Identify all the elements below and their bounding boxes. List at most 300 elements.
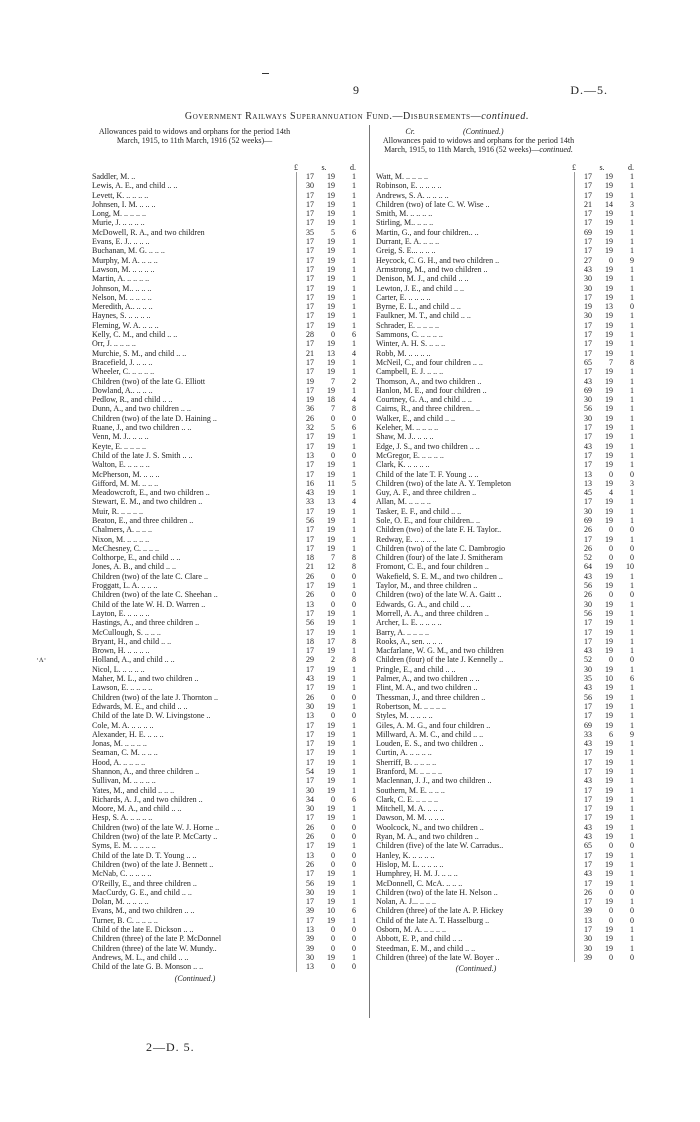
pounds-value: 17 xyxy=(306,199,314,209)
pence-value: 8 xyxy=(352,562,356,572)
pounds-value: 17 xyxy=(584,748,592,758)
pence-value: 0 xyxy=(352,832,356,842)
pence-value: 1 xyxy=(630,311,634,321)
ledger-row xyxy=(376,404,636,413)
amount xyxy=(574,711,636,720)
payee-name: Styles, M. .. .. .. .. xyxy=(376,711,433,721)
payee-name: Watt, M. .. .. .. .. xyxy=(376,172,429,181)
pounds-value: 17 xyxy=(584,423,592,433)
amount xyxy=(296,888,358,897)
payee-name: Muir, R. .. .. .. .. xyxy=(92,506,144,516)
payee-name: Thomson, A., and two children .. xyxy=(376,376,482,386)
ledger-row xyxy=(92,181,358,190)
header-dash xyxy=(262,73,269,74)
pence-value: 1 xyxy=(352,181,356,191)
shillings-value: 19 xyxy=(327,302,335,312)
amount xyxy=(574,535,636,544)
shillings-value: 19 xyxy=(605,339,613,349)
pounds-value: 17 xyxy=(584,320,592,330)
margin-mark: ·ʌ· xyxy=(36,654,47,664)
pence-value: 9 xyxy=(630,255,634,265)
payee-name: Children (two) of the late W. J. Horne .. xyxy=(92,822,220,832)
left-column xyxy=(92,127,358,983)
shillings-value: 19 xyxy=(605,441,613,451)
shillings-value: 19 xyxy=(327,897,335,907)
payee-name: McDowell, R. A., and two children xyxy=(92,227,205,237)
amount xyxy=(296,795,358,804)
payee-name: Child of the late W. H. D. Warren .. xyxy=(92,599,206,609)
ledger-row xyxy=(92,479,358,488)
ledger-row xyxy=(92,879,358,888)
ledger-row xyxy=(376,218,636,227)
pounds-value: 13 xyxy=(306,450,314,460)
payee-name: Children (two) of the late W. A. Gaitt .. xyxy=(376,590,502,600)
ledger-row xyxy=(92,246,358,255)
payee-name: Hanlon, M. E., and four children .. xyxy=(376,385,487,395)
amount xyxy=(296,535,358,544)
amount xyxy=(296,432,358,441)
amount xyxy=(296,442,358,451)
amount xyxy=(574,683,636,692)
pence-value: 1 xyxy=(630,460,634,470)
amount xyxy=(574,246,636,255)
amount xyxy=(574,674,636,683)
pence-value: 0 xyxy=(630,302,634,312)
pence-value: 1 xyxy=(352,887,356,897)
amount xyxy=(296,274,358,283)
amount xyxy=(296,377,358,386)
pence-value: 1 xyxy=(352,757,356,767)
payee-name: Syms, E. M. .. .. .. .. xyxy=(92,841,156,851)
shillings-value: 19 xyxy=(605,739,613,749)
shillings-value: 19 xyxy=(605,367,613,377)
pence-value: 1 xyxy=(352,534,356,544)
amount xyxy=(296,841,358,850)
amount xyxy=(574,581,636,590)
payee-name: Edwards, G. A., and child .. .. xyxy=(376,599,471,609)
pence-value: 1 xyxy=(352,190,356,200)
shillings-value: 19 xyxy=(605,283,613,293)
shillings-value: 19 xyxy=(327,311,335,321)
pence-value: 1 xyxy=(352,952,356,962)
amount xyxy=(574,200,636,209)
pence-value: 1 xyxy=(352,804,356,814)
amount xyxy=(296,646,358,655)
amount xyxy=(296,655,358,664)
pence-value: 1 xyxy=(352,674,356,684)
pence-value: 1 xyxy=(352,311,356,321)
amount xyxy=(296,302,358,311)
ledger-row xyxy=(92,525,358,534)
amount xyxy=(296,953,358,962)
pounds-value: 30 xyxy=(306,785,314,795)
shillings-value: 0 xyxy=(609,469,613,479)
pounds-value: 17 xyxy=(584,925,592,935)
pounds-value: 17 xyxy=(306,292,314,302)
ledger-row xyxy=(376,293,636,302)
pence-value: 0 xyxy=(630,952,634,962)
shillings-value: 19 xyxy=(327,618,335,628)
pence-value: 1 xyxy=(630,925,634,935)
ledger-row xyxy=(376,665,636,674)
payee-name: Children (two) of the late C. Clare .. xyxy=(92,571,208,581)
payee-name: Holland, A., and child .. .. xyxy=(92,655,175,665)
ledger-row xyxy=(376,256,636,265)
payee-name: Abbott, E. P., and child .. .. xyxy=(376,934,463,944)
pence-value: 1 xyxy=(630,209,634,219)
pence-value: 1 xyxy=(630,618,634,628)
shillings-value: 19 xyxy=(605,460,613,470)
payee-name: MacCurdy, G. E., and child .. .. xyxy=(92,887,192,897)
amount xyxy=(574,758,636,767)
ledger-row xyxy=(376,479,636,488)
pence-value: 2 xyxy=(352,376,356,386)
pence-value: 8 xyxy=(630,357,634,367)
pence-value: 0 xyxy=(352,850,356,860)
pence-value: 1 xyxy=(630,571,634,581)
payee-name: Smith, M. .. .. .. .. xyxy=(376,209,433,219)
shillings-value: 19 xyxy=(327,720,335,730)
shillings-value: 19 xyxy=(327,441,335,451)
ledger-row xyxy=(376,302,636,311)
payee-name: Gifford, M. M. .. .. .. xyxy=(92,478,159,488)
payee-name: Walker, E., and child .. .. xyxy=(376,413,456,423)
ledger-row xyxy=(376,767,636,776)
ledger-row xyxy=(92,721,358,730)
shillings-value: 19 xyxy=(605,581,613,591)
pence-value: 1 xyxy=(630,711,634,721)
amount xyxy=(574,302,636,311)
ledger-row xyxy=(376,944,636,953)
pence-value: 1 xyxy=(630,776,634,786)
pence-value: 1 xyxy=(352,646,356,656)
payee-name: Murchie, S. M., and child .. .. xyxy=(92,348,187,358)
pence-value: 1 xyxy=(630,869,634,879)
right-column xyxy=(376,127,636,974)
ledger-row xyxy=(92,609,358,618)
shillings-value: 19 xyxy=(327,785,335,795)
amount xyxy=(296,916,358,925)
shillings-value: 19 xyxy=(327,292,335,302)
ledger-row xyxy=(376,618,636,627)
ledger-row xyxy=(92,934,358,943)
shillings-value: 19 xyxy=(605,767,613,776)
payee-name: Buchanan, M. G. .. .. .. xyxy=(92,246,165,256)
pence-value: 0 xyxy=(352,450,356,460)
payee-name: McChesney, C. .. .. .. xyxy=(92,543,160,553)
payee-name: Sole, O. E., and four children.. .. xyxy=(376,515,480,525)
pounds-value: 17 xyxy=(306,218,314,228)
payee-name: Flint, M. A., and two children .. xyxy=(376,683,478,693)
pence-value: 1 xyxy=(352,701,356,711)
pounds-value: 19 xyxy=(584,302,592,312)
payee-name: Greig, S. E... .. .. .. xyxy=(376,246,436,256)
payee-name: Maher, M. L., and two children .. xyxy=(92,674,199,684)
shillings-value: 19 xyxy=(605,711,613,721)
shillings-value: 19 xyxy=(605,385,613,395)
pounds-value: 30 xyxy=(306,804,314,814)
amount xyxy=(574,321,636,330)
amount xyxy=(574,944,636,953)
pence-value: 1 xyxy=(630,497,634,507)
shillings-value: 19 xyxy=(605,348,613,358)
pence-value: 1 xyxy=(630,432,634,442)
shillings-value: 10 xyxy=(327,906,335,916)
payee-name: Children (two) of late C. W. Wise .. xyxy=(376,199,490,209)
amount xyxy=(296,237,358,246)
shillings-value: 19 xyxy=(605,237,613,247)
pounds-value: 17 xyxy=(306,320,314,330)
ledger-row xyxy=(376,386,636,395)
shillings-value: 0 xyxy=(331,962,335,972)
ledger-row xyxy=(92,488,358,497)
ledger-row xyxy=(376,442,636,451)
pounds-value: 56 xyxy=(306,515,314,525)
ledger-row xyxy=(92,284,358,293)
payee-name: Children (four) of the late J. Kennelly .. xyxy=(376,655,504,665)
payee-name: Taylor, M., and three children .. xyxy=(376,581,478,591)
pounds-value: 17 xyxy=(306,897,314,907)
payee-name: Morrell, A. A., and three children .. xyxy=(376,608,489,618)
pence-value: 1 xyxy=(352,357,356,367)
amount xyxy=(296,330,358,339)
ledger-row xyxy=(376,702,636,711)
amount xyxy=(296,414,358,423)
ledger-row xyxy=(376,535,636,544)
pounds-value: 17 xyxy=(584,878,592,888)
pounds-value: 19 xyxy=(306,395,314,405)
pence-value: 1 xyxy=(352,506,356,516)
ledger-row xyxy=(376,953,636,962)
amount xyxy=(296,600,358,609)
payee-name: Children (two) of the late F. H. Taylor.. xyxy=(376,525,502,535)
ledger-row xyxy=(92,423,358,432)
amount xyxy=(296,665,358,674)
shillings-value: 19 xyxy=(605,822,613,832)
shillings-value: 19 xyxy=(605,562,613,572)
ledger-row xyxy=(92,906,358,915)
payee-name: Children (five) of the late W. Carradus.. xyxy=(376,841,504,851)
pounds-value: 64 xyxy=(584,562,592,572)
shillings-value: 19 xyxy=(327,683,335,693)
shillings-value: 19 xyxy=(327,804,335,814)
pounds-value: 17 xyxy=(584,330,592,340)
payee-name: Rooks, A., sen. .. .. .. xyxy=(376,636,443,646)
shillings-value: 19 xyxy=(605,813,613,823)
shillings-value: 11 xyxy=(327,478,335,488)
pounds-value: 30 xyxy=(584,934,592,944)
amount xyxy=(574,414,636,423)
shillings-value: 19 xyxy=(605,292,613,302)
shillings-value: 19 xyxy=(327,525,335,535)
ledger-row xyxy=(376,562,636,571)
payee-name: Levett, K. .. .. .. .. xyxy=(92,190,149,200)
pounds-value: 30 xyxy=(584,506,592,516)
credit-label: Cr. xyxy=(405,127,415,136)
amount xyxy=(574,851,636,860)
ledger-row xyxy=(376,869,636,878)
payee-name: Andrews, M. L., and child .. .. xyxy=(92,952,189,962)
shillings-value: 19 xyxy=(327,878,335,888)
shillings-value: 19 xyxy=(327,432,335,442)
payee-name: Wakefield, S. E. M., and two children .. xyxy=(376,571,503,581)
payee-name: Children (two) of the late J. Bennett .. xyxy=(92,859,214,869)
ledger-row xyxy=(376,721,636,730)
pence-value: 0 xyxy=(352,413,356,423)
ledger-row xyxy=(376,739,636,748)
pence-value: 1 xyxy=(352,785,356,795)
shillings-value: 0 xyxy=(609,841,613,851)
amount xyxy=(574,628,636,637)
pence-value: 1 xyxy=(630,488,634,498)
pence-value: 1 xyxy=(630,237,634,247)
shillings-value: 19 xyxy=(605,794,613,804)
amount xyxy=(296,628,358,637)
pounds-value: 17 xyxy=(306,776,314,786)
shillings-value: 19 xyxy=(327,515,335,525)
ledger-row xyxy=(376,786,636,795)
pounds-value: 17 xyxy=(306,915,314,925)
pounds-value: 30 xyxy=(584,283,592,293)
amount xyxy=(574,218,636,227)
ledger-row xyxy=(92,665,358,674)
payee-name: McNeil, C., and four children .. .. xyxy=(376,357,483,367)
ledger-row xyxy=(92,432,358,441)
amount xyxy=(574,525,636,534)
pence-value: 1 xyxy=(630,385,634,395)
amount xyxy=(574,646,636,655)
payee-name: Wheeler, C. .. .. .. .. xyxy=(92,367,155,377)
amount xyxy=(574,442,636,451)
shillings-value: 19 xyxy=(327,757,335,767)
pence-value: 1 xyxy=(630,404,634,414)
pounds-value: 65 xyxy=(584,841,592,851)
amount xyxy=(296,572,358,581)
pounds-value: 17 xyxy=(306,841,314,851)
pounds-value: 69 xyxy=(584,227,592,237)
pounds-value: 26 xyxy=(306,822,314,832)
ledger-row xyxy=(92,404,358,413)
pounds-value: 17 xyxy=(306,311,314,321)
ledger-row xyxy=(92,693,358,702)
payee-name: Moore, M. A., and child .. .. xyxy=(92,804,182,814)
pounds-value: 26 xyxy=(584,887,592,897)
pounds-value: 17 xyxy=(584,627,592,637)
pence-value: 1 xyxy=(352,739,356,749)
amount xyxy=(574,284,636,293)
ledger-row xyxy=(92,813,358,822)
pounds-value: 26 xyxy=(306,859,314,869)
payee-name: Child of the late T. F. Young .. .. xyxy=(376,469,479,479)
payee-name: Turner, B. C. .. .. .. .. xyxy=(92,915,158,925)
shillings-value: 19 xyxy=(327,748,335,758)
amount xyxy=(296,172,358,181)
pounds-value: 17 xyxy=(584,209,592,219)
amount xyxy=(574,516,636,525)
shillings-value: 0 xyxy=(331,599,335,609)
pence-value: 1 xyxy=(352,218,356,228)
shillings-value: 19 xyxy=(327,367,335,377)
amount xyxy=(296,553,358,562)
pence-value: 1 xyxy=(630,748,634,758)
amount xyxy=(296,813,358,822)
shillings-value: 19 xyxy=(327,739,335,749)
pounds-value: 17 xyxy=(584,767,592,776)
amount xyxy=(296,776,358,785)
ledger-row xyxy=(92,795,358,804)
amount xyxy=(296,479,358,488)
payee-name: Bryant, H., and child .. .. xyxy=(92,636,172,646)
shillings-value: 19 xyxy=(605,209,613,219)
pounds-value: 17 xyxy=(584,246,592,256)
pence-value: 1 xyxy=(352,264,356,274)
payee-name: Robb, M. .. .. .. .. xyxy=(376,348,431,358)
payee-name: Children (two) of the late G. Elliott xyxy=(92,376,206,386)
shillings-value: 14 xyxy=(605,199,613,209)
payee-name: Robertson, M. .. .. .. .. xyxy=(376,701,446,711)
pounds-value: 17 xyxy=(306,627,314,637)
shillings-value: 19 xyxy=(605,804,613,814)
amount xyxy=(296,321,358,330)
pounds-value: 13 xyxy=(306,711,314,721)
payee-name: Richards, A. J., and two children .. xyxy=(92,794,203,804)
ledger-row xyxy=(376,367,636,376)
payee-name: Stewart, E. M., and two children .. xyxy=(92,497,203,507)
pence-value: 1 xyxy=(352,608,356,618)
ledger-row xyxy=(376,897,636,906)
payee-name: Armstrong, M., and two children .. xyxy=(376,264,488,274)
amount xyxy=(574,767,636,776)
pence-value: 1 xyxy=(630,283,634,293)
shillings-value: 19 xyxy=(605,599,613,609)
pence-value: 0 xyxy=(352,925,356,935)
payee-name: Lawson, E. .. .. .. .. xyxy=(92,683,153,693)
ledger-row xyxy=(92,804,358,813)
payee-name: McDonnell, C. McA. .. .. .. xyxy=(376,878,463,888)
pounds-value: 17 xyxy=(584,813,592,823)
pence-value: 6 xyxy=(352,330,356,340)
amount xyxy=(296,869,358,878)
ledger-row xyxy=(92,293,358,302)
payee-name: Dunn, A., and two children .. .. xyxy=(92,404,191,414)
payee-name: Evans, M., and two children .. .. xyxy=(92,906,195,916)
ledger-row xyxy=(92,209,358,218)
amount xyxy=(296,191,358,200)
shillings-value: 19 xyxy=(605,859,613,869)
payee-name: Archer, L. E. .. .. .. .. xyxy=(376,618,442,628)
ledger-row xyxy=(376,423,636,432)
amount xyxy=(296,934,358,943)
pence-value: 1 xyxy=(630,423,634,433)
pounds-value: 30 xyxy=(584,413,592,423)
payee-name: Steedman, E. M., and child .. .. xyxy=(376,943,476,953)
pounds-value: 27 xyxy=(584,255,592,265)
shillings-value: 19 xyxy=(327,181,335,191)
ledger-row xyxy=(92,702,358,711)
pence-value: 1 xyxy=(352,292,356,302)
amount xyxy=(296,470,358,479)
pounds-value: 30 xyxy=(584,599,592,609)
shillings-value: 19 xyxy=(605,432,613,442)
pence-value: 0 xyxy=(352,962,356,972)
ledger-row xyxy=(92,869,358,878)
payee-name: Hood, A. .. .. .. .. xyxy=(92,757,146,767)
ledger-row xyxy=(92,414,358,423)
ledger-row xyxy=(376,841,636,850)
payee-name: Child of the late A. T. Hasselburg .. xyxy=(376,915,490,925)
shillings-value: 19 xyxy=(605,190,613,200)
shillings-value: 10 xyxy=(605,674,613,684)
